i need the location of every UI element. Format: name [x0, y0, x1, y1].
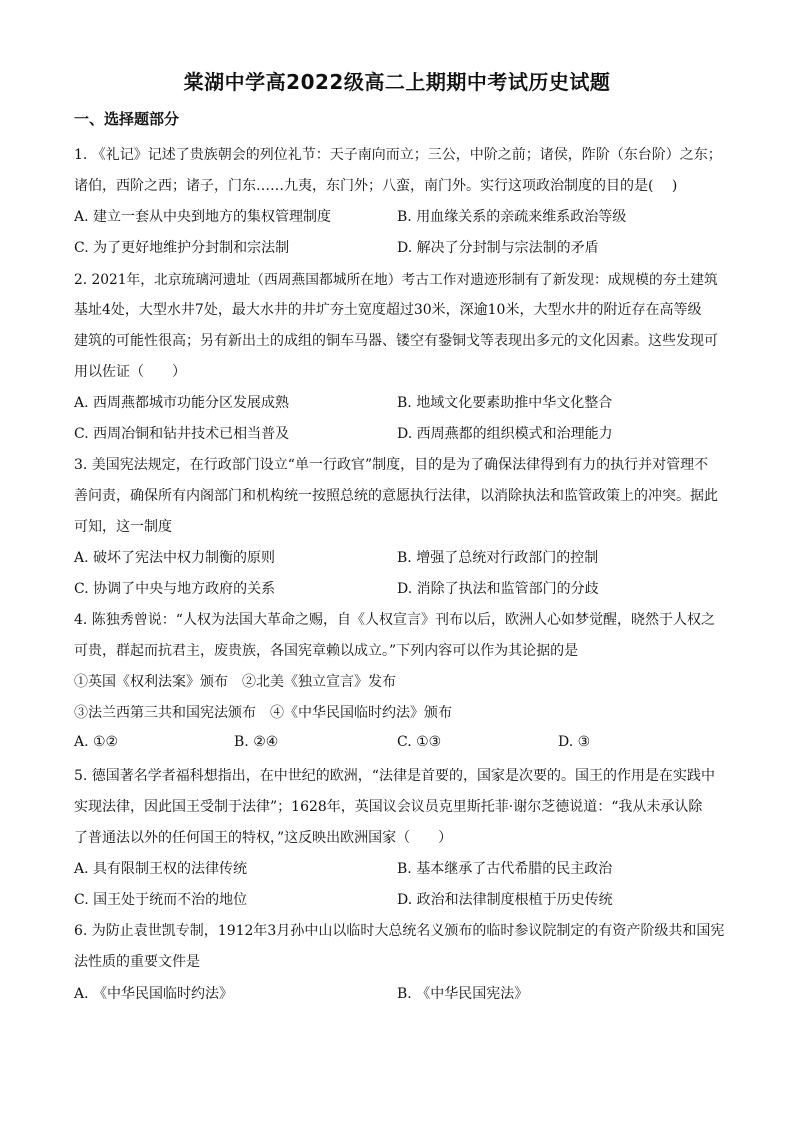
- q4-line-2: 可贵，群起而抗君主，废贵族，各国宪章赖以成立。”下列内容可以作为其论据的是: [74, 643, 579, 659]
- q1-line-1: 1. 《礼记》记述了贵族朝会的列位礼节：天子南向而立；三公，中阶之前；诸侯，阼阶（东台阶）之东；: [74, 147, 722, 163]
- q3-option-c: C. 协调了中央与地方政府的关系: [74, 581, 276, 597]
- q2-line-1: 2. 2021年，北京琉璃河遗址（西周燕国都城所在地）考古工作对遗迹形制有了新发现：成规模的夯土建筑: [74, 272, 718, 288]
- q3-option-a: A. 破坏了宪法中权力制衡的原则: [74, 550, 276, 566]
- section-heading: 一、选择题部分: [74, 110, 180, 128]
- q3-line-3: 可知，这一制度: [74, 519, 172, 535]
- q2-line-4: 用以佐证（ ）: [74, 364, 186, 380]
- q5-option-b: B. 基本继承了古代希腊的民主政治: [397, 861, 613, 877]
- q4-line-1: 4. 陈独秀曾说：“人权为法国大革命之赐，自《人权宣言》刊布以后，欧洲人心如梦觉醒，晓然于人权之: [74, 612, 715, 628]
- q5-line-2: 实现法律，因此国王受制于法律”；1628年，英国议会议员克里斯托菲·谢尔芝德说道：“我从未承认除: [74, 799, 703, 815]
- q1-option-b: B. 用血缘关系的亲疏来维系政治等级: [397, 209, 627, 225]
- q5-line-1: 5. 德国著名学者福科想指出，在中世纪的欧洲，“法律是首要的，国家是次要的。国王的作用是在实践中: [74, 768, 715, 784]
- page-title: 棠湖中学高2022级高二上期期中考试历史试题: [183, 70, 611, 94]
- q3-option-b: B. 增强了总统对行政部门的控制: [397, 550, 599, 566]
- q1-option-d: D. 解决了分封制与宗法制的矛盾: [397, 240, 599, 256]
- q5-line-3: 了普通法以外的任何国王的特权，”这反映出欧洲国家（ ）: [74, 830, 453, 846]
- q4-line-3: ①英国《权利法案》颁布 ②北美《独立宣言》发布: [74, 674, 396, 690]
- q1-line-2: 诸伯，西阶之西；诸子，门东……九夷，东门外；八蛮，南门外。实行这项政治制度的目的是( ): [74, 178, 678, 194]
- q2-option-d: D. 西周燕都的组织模式和治理能力: [397, 426, 613, 442]
- q3-line-1: 3. 美国宪法规定，在行政部门设立“单一行政官”制度，目的是为了确保法律得到有力的执行并对管理不: [74, 457, 709, 473]
- q5-option-a: A. 具有限制王权的法律传统: [74, 861, 248, 877]
- q3-line-2: 善问责，确保所有内阁部门和机构统一按照总统的意愿执行法律，以消除执法和监管政策上的冲突。据此: [74, 488, 718, 504]
- q5-option-d: D. 政治和法律制度根植于历史传统: [397, 892, 613, 908]
- q4-line-4: ③法兰西第三共和国宪法颁布 ④《中华民国临时约法》颁布: [74, 705, 452, 721]
- q6-option-a: A. 《中华民国临时约法》: [74, 986, 234, 1002]
- q4-option-c: C. ①③: [397, 734, 442, 750]
- q1-option-a: A. 建立一套从中央到地方的集权管理制度: [74, 209, 332, 225]
- q2-line-3: 建筑的可能性很高；另有新出土的成组的铜车马器、镂空有銎铜戈等表现出多元的文化因素。这些发现可: [74, 333, 718, 349]
- q6-line-2: 法性质的重要文件是: [74, 954, 200, 970]
- q6-line-1: 6. 为防止袁世凯专制，1912年3月孙中山以临时大总统名义颁布的临时参议院制定的有资产阶级共和国宪: [74, 923, 725, 939]
- q4-option-d: D. ③: [558, 734, 591, 750]
- q2-option-a: A. 西周燕都城市功能分区发展成熟: [74, 395, 290, 411]
- q1-option-c: C. 为了更好地维护分封制和宗法制: [74, 240, 290, 256]
- q4-option-a: A. ①②: [74, 734, 119, 750]
- q2-option-c: C. 西周冶铜和钻井技术已相当普及: [74, 426, 290, 442]
- q2-option-b: B. 地域文化要素助推中华文化整合: [397, 395, 613, 411]
- q4-option-b: B. ②④: [234, 734, 279, 750]
- q5-option-c: C. 国王处于统而不治的地位: [74, 892, 248, 908]
- q6-option-b: B. 《中华民国宪法》: [397, 986, 529, 1002]
- q2-line-2: 基址4处，大型水井7处，最大水井的井圹夯土宽度超过30米，深逾10米，大型水井的附近存在高等级: [74, 302, 702, 318]
- q3-option-d: D. 消除了执法和监管部门的分歧: [397, 581, 599, 597]
